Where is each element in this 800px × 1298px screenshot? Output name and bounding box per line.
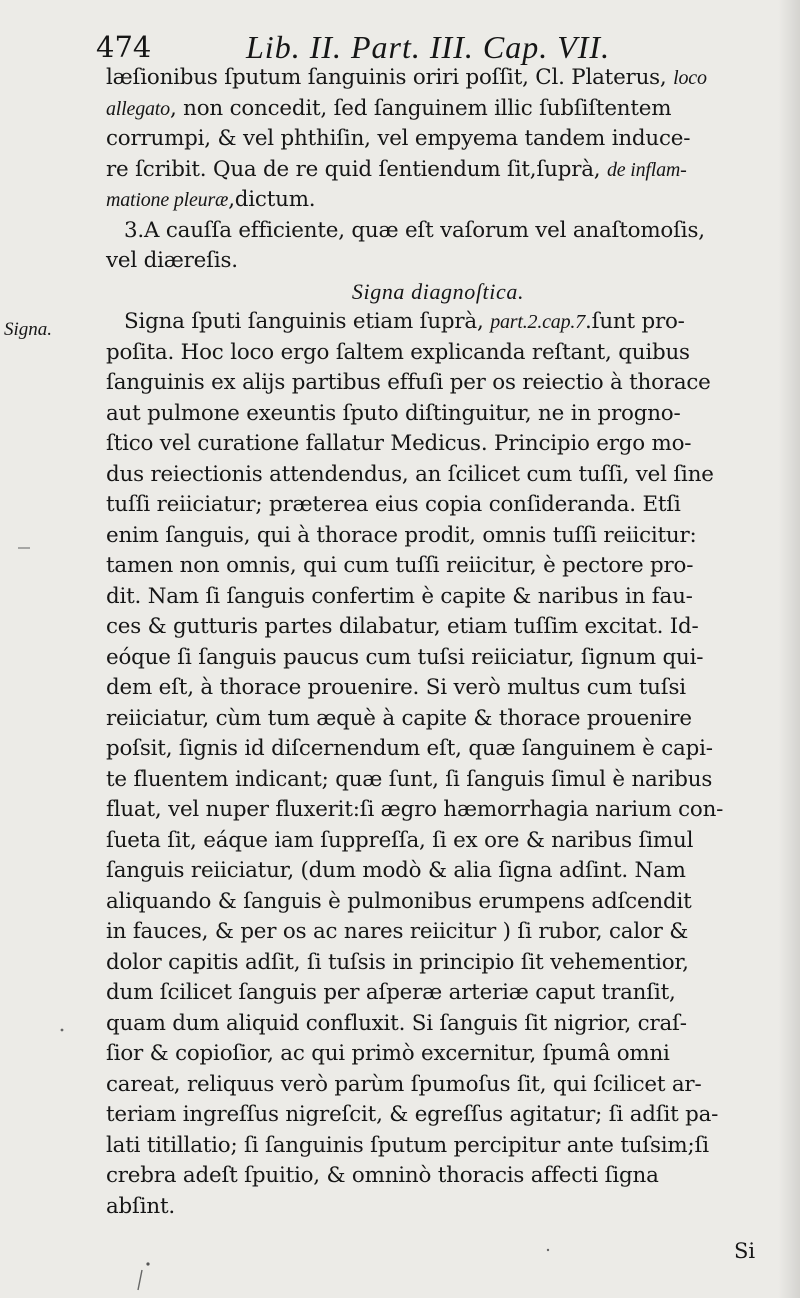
text-line	[106, 551, 770, 582]
running-head	[96, 28, 686, 66]
text-run: te fluentem indicant; quæ ſunt, ſi ſanguis ſimul è naribus	[106, 766, 713, 792]
text-run: dit. Nam ſi ſanguis confertim è capite & naribus in fau-	[106, 583, 693, 609]
text-run: abſint.	[106, 1193, 175, 1219]
text-line	[106, 917, 770, 948]
page-gutter-shadow	[778, 0, 800, 1298]
text-line	[106, 1192, 770, 1223]
text-run: in fauces, & per os ac nares reiicitur ) ſi rubor, calor &	[106, 919, 689, 944]
text-run: aut pulmone exeuntis ſputo diſtinguitur, ne in progno-	[106, 400, 681, 426]
text-line	[106, 887, 770, 918]
text-line	[106, 368, 770, 399]
text-run: poſita. Hoc loco ergo ſaltem explicanda reſtant, quibus	[106, 339, 690, 365]
text-line	[106, 612, 770, 643]
text-run: lati titillatio; ſi ſanguinis ſputum percipitur ante tuſsim;ſi	[106, 1132, 709, 1158]
text-run: ſior & copioſior, ac qui primò excernitur, ſpumâ omni	[106, 1041, 670, 1066]
ink-speck	[547, 1249, 549, 1251]
text-line	[106, 826, 770, 857]
text-line	[106, 307, 770, 338]
text-run: teriam ingreſſus nigreſcit, & egreſſus agitatur; ſi adſit pa-	[106, 1102, 719, 1127]
text-run: aliquando & ſanguis è pulmonibus erumpens adſcendit	[106, 888, 692, 914]
text-run: ſanguinis ex alijs partibus effuſi per os reiectio à thorace	[106, 370, 711, 395]
text-line	[106, 948, 770, 979]
text-line	[106, 185, 770, 216]
text-line	[106, 856, 770, 887]
text-run: corrumpi, & vel phthiſin, vel empyema tandem induce-	[106, 126, 691, 151]
text-line	[106, 704, 770, 735]
text-line	[106, 63, 770, 94]
text-line	[106, 582, 770, 613]
text-run: læſionibus ſputum ſanguinis oriri poſſit, Cl. Platerus,	[106, 65, 674, 90]
catchword: Si	[734, 1239, 756, 1263]
text-line	[106, 673, 770, 704]
text-run: quam dum aliquid confluxit. Si ſanguis ſit nigrior, craſ-	[106, 1010, 687, 1036]
text-line	[106, 155, 770, 186]
text-run: eóque ſi ſanguis paucus cum tuſsi reiiciatur, ſignum qui-	[106, 644, 704, 670]
margin-note: Signa.	[4, 319, 53, 340]
text-line	[106, 124, 770, 155]
text-run: ,dictum.	[228, 187, 316, 212]
text-run: ſanguis reiiciatur, (dum modò & alia ſigna adſint. Nam	[106, 858, 686, 883]
italic-text: de inflam-	[606, 158, 687, 181]
text-line	[106, 978, 770, 1009]
text-run: reiiciatur, cùm tum æquè à capite & thorace prouenire	[106, 705, 692, 731]
text-line	[106, 1070, 770, 1101]
text-run: tuſſi reiiciatur; præterea eius copia conſideranda. Etſi	[106, 492, 681, 517]
text-run: re ſcribit. Qua de re quid ſentiendum ſit,ſuprà,	[106, 156, 607, 182]
text-line	[106, 521, 770, 552]
text-line	[106, 1039, 770, 1070]
text-line	[106, 734, 770, 765]
text-line	[106, 246, 770, 277]
body-text	[106, 63, 770, 1222]
text-line	[106, 1100, 770, 1131]
text-run: poſsit, ſignis id diſcernendum eſt, quæ ſanguinem è capi-	[106, 736, 713, 761]
italic-text: part.2.cap.7	[490, 311, 586, 333]
text-run: dem eſt, à thorace prouenire. Si verò multus cum tuſsi	[106, 675, 686, 700]
text-line	[106, 643, 770, 674]
text-run: .ſunt pro-	[585, 309, 685, 334]
text-line	[106, 94, 770, 125]
text-line	[106, 277, 770, 308]
text-line	[106, 765, 770, 796]
text-line	[106, 490, 770, 521]
text-line	[106, 1131, 770, 1162]
page-number: 474	[96, 30, 152, 64]
text-line	[106, 460, 770, 491]
text-run: ſueta ſit, eáque iam ſuppreſſa, ſi ex ore & naribus ſimul	[106, 827, 694, 853]
text-line	[106, 795, 770, 826]
text-run: , non concedit, ſed ſanguinem illic ſubſiſtentem	[169, 95, 672, 121]
text-run: fluat, vel nuper fluxerit:ſi ægro hæmorrhagia narium con-	[106, 797, 724, 822]
text-run: 3.A cauſſa efficiente, quæ eſt vaſorum vel anaſtomoſis,	[124, 217, 705, 243]
text-run: Signa diagnoſtica.	[351, 278, 525, 304]
italic-text: loco	[673, 67, 707, 89]
text-run: dolor capitis adſit, ſi tuſsis in principio ſit vehementior,	[106, 949, 689, 975]
text-run: vel diæreſis.	[106, 248, 238, 273]
text-run: dum ſcilicet ſanguis per aſperæ arteriæ caput tranſit,	[106, 980, 676, 1005]
text-line	[106, 399, 770, 430]
text-run: careat, reliquus verò parùm ſpumoſus ſit, qui ſcilicet ar-	[106, 1071, 702, 1097]
text-run: tamen non omnis, qui cum tuſſi reiicitur, è pectore pro-	[106, 553, 694, 578]
text-line	[106, 216, 770, 247]
italic-text: matione pleuræ	[106, 189, 229, 211]
text-run: enim ſanguis, qui à thorace prodit, omnis tuſſi reiicitur:	[106, 522, 697, 548]
text-line	[106, 429, 770, 460]
text-run: Signa ſputi ſanguinis etiam ſuprà,	[124, 309, 491, 334]
ink-speck	[146, 1262, 149, 1265]
italic-text: allegato	[106, 97, 170, 120]
text-run: ces & gutturis partes dilabatur, etiam tuſſim excitat. Id-	[106, 614, 699, 639]
text-line	[106, 338, 770, 369]
ink-speck	[138, 1270, 142, 1290]
text-run: crebra adeſt ſpuitio, & omninò thoracis affecti ſigna	[106, 1163, 659, 1188]
running-head-title: Lib. II. Part. III. Cap. VII.	[246, 29, 611, 65]
text-line	[106, 1161, 770, 1192]
text-line	[106, 1009, 770, 1040]
ink-speck	[61, 1029, 64, 1032]
text-run: ſtico vel curatione fallatur Medicus. Principio ergo mo-	[106, 431, 692, 456]
text-run: dus reiectionis attendendus, an ſcilicet cum tuſſi, vel ſine	[106, 461, 714, 487]
